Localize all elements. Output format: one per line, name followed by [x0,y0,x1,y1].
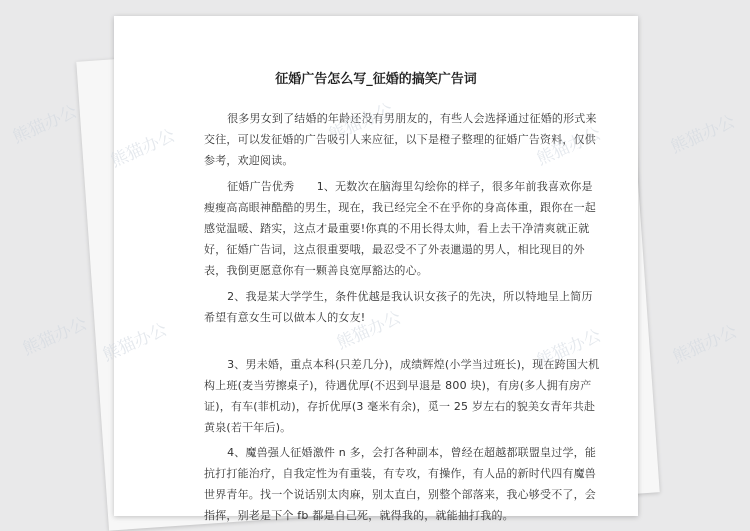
document-page [99,16,638,522]
watermark-text: 熊猫办公 [99,319,171,366]
body-paragraph-1: 征婚广告优秀 1、无数次在脑海里勾绘你的样子，很多年前我喜欢你是瘦瘦高高眼神酷酷的男生，现在，我已经完全不在乎你的身高体重，跟你在一起感觉温暖、踏实，这点才最重要!你真的不用长得太帅，看上去干净清爽就正就好，征婚广告词，这点很重要哦，最忍受不了外表邋遢的男人，相比现目的外表，我倒更愿意你有一颗善良宽厚豁达的心。 [204,180,596,277]
watermark-text: 熊猫办公 [107,125,179,172]
body-paragraph-3: 3、男未婚，重点本科(只差几分)，成绩辉煌(小学当过班长)，现在跨国大机构上班(麦当劳擦桌子)，待遇优厚(不迟到早退是 800 块)，有房(多人拥有房产证)，有车(菲机动)，存折优厚(3 毫米有余)，觅一 25 岁左右的貌美女青年共赴黄泉(若干年后)。 [204,358,600,434]
watermark-text: 熊猫办公 [9,101,81,148]
watermark-text: 熊猫办公 [533,325,605,372]
watermark-text: 熊猫办公 [19,313,91,360]
document-title: 征婚广告怎么写_征婚的搞笑广告词 [275,72,477,87]
watermark-text: 熊猫办公 [533,123,605,170]
watermark-text: 熊猫办公 [669,321,741,368]
watermark-text: 熊猫办公 [333,307,405,354]
body-paragraph-4: 4、魔兽强人征婚激件 n 多，会打各种副本，曾经在超越都联盟皇过学，能抗打打能治疗，自我定性为有重装，有专攻，有操作，有人品的新时代四有魔兽世界青年。找一个说话别太肉麻，别太直白，别整个部落来，我心够受不了，会指挥，别老是下个 fb 都是自己死，就得我的，就能抽打我的。 [204,446,597,522]
watermark-text: 熊猫办公 [667,111,739,158]
body-paragraph-2: 2、我是某大学学生，条件优越是我认识女孩子的先决，所以特地呈上简历希望有意女生可以做本人的女友! [204,290,593,324]
intro-paragraph: 很多男女到了结婚的年龄还没有男朋友的，有些人会选择通过征婚的形式来交往，可以发征婚的广告吸引人来应征，以下是橙子整理的征婚广告资料，仅供参考，欢迎阅读。 [204,112,597,167]
watermark-text: 熊猫办公 [325,99,397,146]
